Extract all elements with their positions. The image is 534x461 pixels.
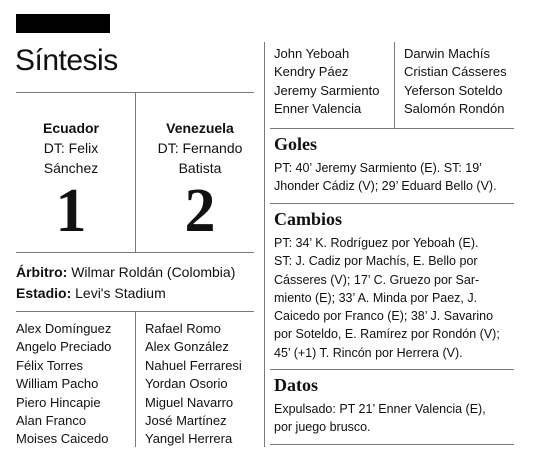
cambios-line: Cásseres (V); 17’ C. Gruezo por Sar- xyxy=(274,272,480,287)
list-item: Piero Hincapie xyxy=(16,394,101,410)
list-item: Miguel Navarro xyxy=(145,394,234,410)
divider xyxy=(394,42,395,128)
divider xyxy=(264,42,265,447)
list-item: Moises Caicedo xyxy=(16,431,109,447)
datos-text xyxy=(274,400,524,437)
stadium-label: Estadio: xyxy=(16,285,72,301)
team-name-ecuador: Ecuador xyxy=(42,120,99,136)
divider xyxy=(270,203,514,204)
list-item: Angelo Preciado xyxy=(16,339,112,355)
referee-row xyxy=(16,264,235,280)
datos-heading: Datos xyxy=(274,375,318,395)
list-item: Nahuel Ferraresi xyxy=(145,357,242,373)
ecuador-lineup-part2 xyxy=(274,45,379,119)
list-item: Alan Franco xyxy=(16,413,87,429)
referee-value: Wilmar Roldán (Colombia) xyxy=(71,264,236,280)
score-venezuela: 2 xyxy=(184,177,216,245)
coach-venezuela-line2: Batista xyxy=(178,160,222,176)
team-name-venezuela: Venezuela xyxy=(166,120,234,136)
divider xyxy=(135,311,136,447)
header-bar xyxy=(16,14,110,33)
divider xyxy=(270,128,514,129)
cambios-text xyxy=(274,234,524,362)
venezuela-lineup-part2 xyxy=(404,45,507,119)
ecuador-lineup-part1 xyxy=(16,320,111,449)
list-item: Enner Valencia xyxy=(274,101,362,117)
cambios-line: 45’ (+1) T. Rincón por Herrera (V). xyxy=(274,345,463,360)
list-item: Salomón Rondón xyxy=(404,101,505,117)
list-item: Darwin Machís xyxy=(404,46,490,61)
cambios-line: miento (E); 33’ A. Minda por Paez, J. xyxy=(274,290,478,305)
list-item: Kendry Páez xyxy=(274,64,349,80)
coach-venezuela-line1: DT: Fernando xyxy=(157,140,243,156)
goles-line: PT: 40’ Jeremy Sarmiento (E). ST: 19’ xyxy=(274,161,482,175)
score-ecuador: 1 xyxy=(55,177,87,245)
list-item: Alex Domínguez xyxy=(16,321,112,336)
list-item: Yangel Herrera xyxy=(145,431,233,447)
divider xyxy=(16,252,254,253)
stadium-row xyxy=(16,285,166,301)
page-title: Síntesis xyxy=(15,44,118,77)
cambios-line: PT: 34’ K. Rodríguez por Yeboah (E). xyxy=(274,236,479,250)
list-item: Yordan Osorio xyxy=(145,376,228,392)
divider xyxy=(135,92,136,252)
divider xyxy=(270,444,514,445)
coach-ecuador-line2: Sánchez xyxy=(43,160,99,176)
list-item: Rafael Romo xyxy=(145,321,221,336)
cambios-line: Caicedo por Franco (E); 38’ J. Savarino xyxy=(274,309,494,324)
list-item: William Pacho xyxy=(16,376,99,392)
cambios-line: ST: J. Cadiz por Machís, E. Bello por xyxy=(274,254,478,269)
list-item: Cristian Cásseres xyxy=(404,64,507,80)
list-item: Yeferson Soteldo xyxy=(404,82,503,98)
cambios-line: por Soteldo, E. Ramírez por Rondón (V); xyxy=(274,327,500,342)
referee-label: Árbitro: xyxy=(16,264,68,280)
goles-line: Jhonder Cádiz (V); 29’ Eduard Bello (V). xyxy=(274,179,497,194)
venezuela-lineup-part1 xyxy=(145,320,242,449)
goles-heading: Goles xyxy=(274,134,317,154)
list-item: Jeremy Sarmiento xyxy=(274,82,380,98)
datos-line: Expulsado: PT 21’ Enner Valencia (E), xyxy=(274,402,486,416)
goles-text xyxy=(274,159,524,196)
stadium-value: Levi's Stadium xyxy=(75,285,166,301)
cambios-heading: Cambios xyxy=(274,209,343,229)
list-item: Alex González xyxy=(145,339,229,355)
divider xyxy=(270,369,514,370)
datos-line: por juego brusco. xyxy=(274,420,371,435)
list-item: Félix Torres xyxy=(16,357,83,373)
list-item: José Martínez xyxy=(145,413,227,429)
coach-ecuador-line1: DT: Felix xyxy=(43,140,99,156)
list-item: John Yeboah xyxy=(274,46,350,61)
